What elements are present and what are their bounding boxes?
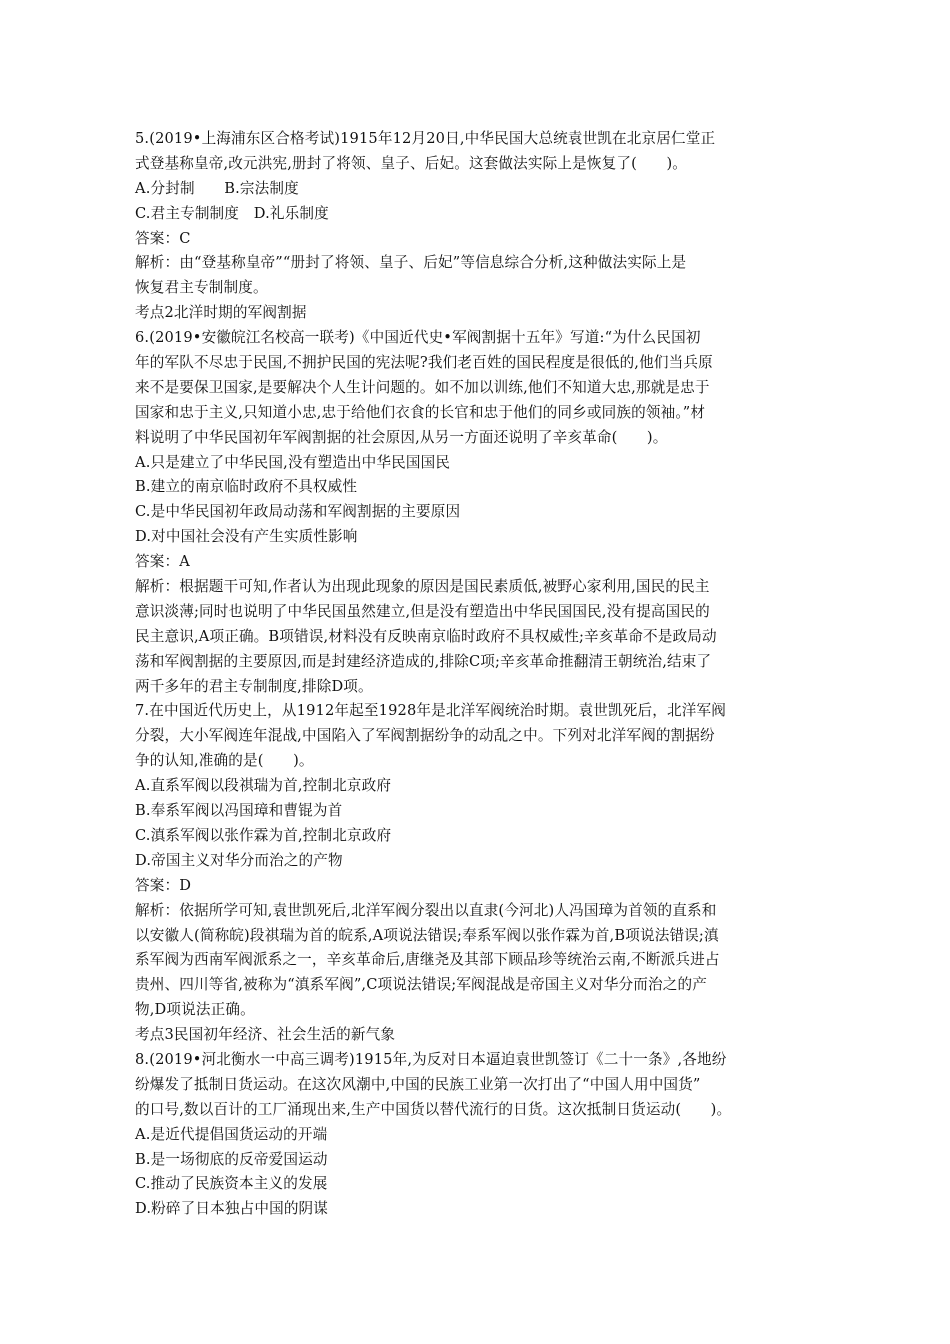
answer-line: 答案：C: [135, 229, 191, 247]
option-line: B.奉系军阀以冯国璋和曹锟为首: [135, 802, 343, 820]
option-line: B.是一场彻底的反帝爱国运动: [135, 1150, 328, 1168]
option-line: C.推动了民族资本主义的发展: [135, 1175, 328, 1193]
option-line: C.是中华民国初年政局动荡和军阀割据的主要原因: [135, 503, 461, 521]
analysis-line: 贵州、四川等省,被称为“滇系军阀”,C项说法错误;军阀混战是帝国主义对华分而治之的产: [135, 976, 707, 994]
analysis-line: 恢复君主专制制度。: [135, 279, 268, 297]
question-line: 的口号,数以百计的工厂涌现出来,生产中国货以替代流行的日货。这次抵制日货运动( )。: [135, 1100, 732, 1118]
option-line: D.粉碎了日本独占中国的阴谋: [135, 1200, 329, 1218]
question-line: 5.(2019•上海浦东区合格考试)1915年12月20日,中华民国大总统袁世凯在北京居仁堂正: [135, 130, 716, 147]
analysis-line: 以安徽人(简称皖)段祺瑞为首的皖系,A项说法错误;奉系军阀以张作霖为首,B项说法错误;滇: [135, 926, 719, 944]
analysis-line: 解析：根据题干可知,作者认为出现此现象的原因是国民素质低,被野心家利用,国民的民主: [135, 578, 710, 596]
option-line: A.直系军阀以段祺瑞为首,控制北京政府: [135, 777, 392, 795]
analysis-line: 民主意识,A项正确。B项错误,材料没有反映南京临时政府不具权威性;辛亥革命不是政局动: [135, 627, 717, 645]
question-line: 式登基称皇帝,改元洪宪,册封了将领、皇子、后妃。这套做法实际上是恢复了( )。: [135, 154, 688, 172]
question-line: 纷爆发了抵制日货运动。在这次风潮中,中国的民族工业第一次打出了“中国人用中国货”: [135, 1075, 701, 1093]
section-line: 考点2北洋时期的军阀割据: [135, 304, 307, 322]
question-line: 分裂，大小军阀连年混战,中国陷入了军阀割据纷争的动乱之中。下列对北洋军阀的割据纷: [135, 727, 715, 745]
option-line: D.对中国社会没有产生实质性影响: [135, 528, 358, 546]
section-line: 考点3民国初年经济、社会生活的新气象: [135, 1026, 396, 1044]
answer-line: 答案：A: [135, 553, 190, 571]
option-line: C.滇系军阀以张作霖为首,控制北京政府: [135, 826, 392, 844]
option-line: D.帝国主义对华分而治之的产物: [135, 851, 343, 869]
option-line: A.是近代提倡国货运动的开端: [135, 1125, 328, 1143]
answer-line: 答案：D: [135, 876, 192, 894]
question-line: 来不是要保卫国家,是要解决个人生计问题的。如不加以训练,他们不知道大忠,那就是忠于: [135, 378, 710, 396]
question-line: 7.在中国近代历史上，从1912年起至1928年是北洋军阀统治时期。袁世凯死后，北洋军阀: [135, 702, 726, 720]
analysis-line: 解析：由“登基称皇帝”“册封了将领、皇子、后妃”等信息综合分析,这种做法实际上是: [135, 254, 687, 272]
question-line: 国家和忠于主义,只知道小忠,忠于给他们衣食的长官和忠于他们的同乡或同族的领袖。”材: [135, 403, 706, 421]
option-line: A.分封制 B.宗法制度: [135, 179, 299, 197]
option-line: B.建立的南京临时政府不具权威性: [135, 478, 358, 496]
question-line: 年的军队不尽忠于民国,不拥护民国的宪法呢?我们老百姓的国民程度是很低的,他们当兵原: [135, 354, 713, 372]
question-line: 争的认知,准确的是( )。: [135, 752, 314, 770]
question-line: 8.(2019•河北衡水一中高三调考)1915年,为反对日本逼迫袁世凯签订《二十一条》,各地纷: [135, 1050, 727, 1068]
question-line: 6.(2019•安徽皖江名校高一联考)《中国近代史•军阀割据十五年》写道:“为什么民国初: [135, 329, 701, 347]
analysis-line: 物,D项说法正确。: [135, 1001, 255, 1019]
analysis-line: 意识淡薄;同时也说明了中华民国虽然建立,但是没有塑造出中华民国国民,没有提高国民的: [135, 602, 710, 620]
analysis-line: 解析：依据所学可知,袁世凯死后,北洋军阀分裂出以直隶(今河北)人冯国璋为首领的直系和: [135, 901, 717, 919]
option-line: C.君主专制制度 D.礼乐制度: [135, 204, 329, 222]
analysis-line: 系军阀为西南军阀派系之一，辛亥革命后,唐继尧及其部下顾品珍等统治云南,不断派兵进占: [135, 951, 720, 969]
question-line: 料说明了中华民国初年军阀割据的社会原因,从另一方面还说明了辛亥革命( )。: [135, 428, 668, 446]
document-page: [135, 127, 820, 1222]
analysis-line: 两千多年的君主专制制度,排除D项。: [135, 677, 373, 695]
analysis-line: 荡和军阀割据的主要原因,而是封建经济造成的,排除C项;辛亥革命推翻清王朝统治,结束了: [135, 652, 712, 670]
option-line: A.只是建立了中华民国,没有塑造出中华民国国民: [135, 453, 451, 471]
